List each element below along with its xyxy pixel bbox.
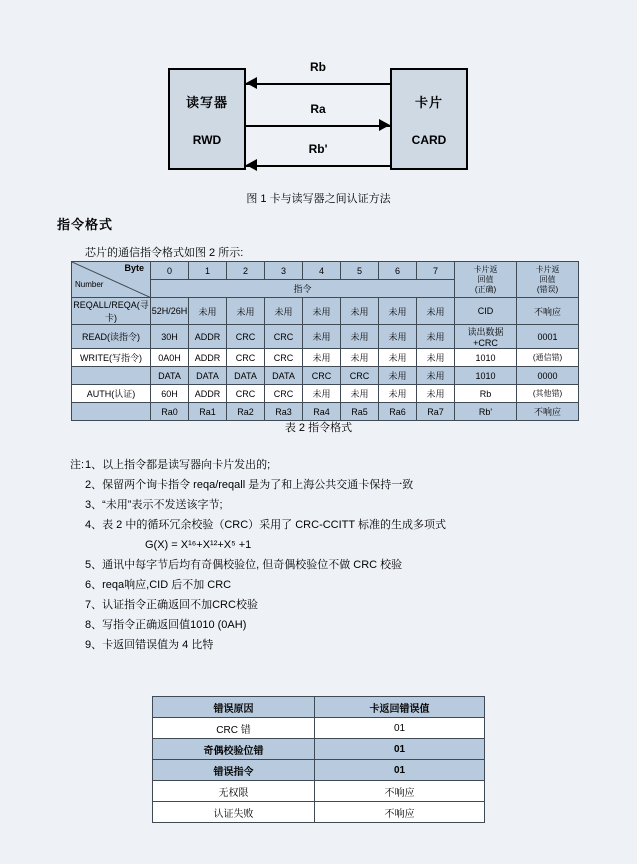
row-name bbox=[72, 403, 151, 421]
cell-return-err: (其他错) bbox=[517, 385, 579, 403]
col-header-1: 1 bbox=[189, 262, 227, 280]
cell-return-ok: Rb' bbox=[455, 403, 517, 421]
notes-block bbox=[70, 455, 565, 655]
table-row bbox=[72, 403, 579, 421]
arrow-ra bbox=[246, 102, 390, 132]
cell: 未用 bbox=[341, 298, 379, 325]
table-row bbox=[72, 385, 579, 403]
cell: 未用 bbox=[417, 385, 455, 403]
cell: CRC bbox=[265, 385, 303, 403]
row-name: AUTH(认证) bbox=[72, 385, 151, 403]
cell: Ra3 bbox=[265, 403, 303, 421]
table-row bbox=[72, 349, 579, 367]
cell: 未用 bbox=[341, 349, 379, 367]
error-header-reason: 错误原因 bbox=[153, 697, 315, 718]
note-item: 6、reqa响应,CID 后不加 CRC bbox=[85, 579, 232, 591]
error-value: 01 bbox=[315, 760, 485, 781]
command-format-table bbox=[71, 261, 579, 421]
cell-return-ok: 1010 bbox=[455, 349, 517, 367]
cell: 未用 bbox=[417, 298, 455, 325]
cell: Ra4 bbox=[303, 403, 341, 421]
cell: ADDR bbox=[189, 325, 227, 349]
cell: 0A0H bbox=[151, 349, 189, 367]
cell-return-ok: CID bbox=[455, 298, 517, 325]
cell: 未用 bbox=[303, 349, 341, 367]
col-header-3: 3 bbox=[265, 262, 303, 280]
cell: DATA bbox=[227, 367, 265, 385]
cell: 30H bbox=[151, 325, 189, 349]
card-label-en: CARD bbox=[411, 132, 447, 147]
error-value: 01 bbox=[315, 718, 485, 739]
card-label-cn: 卡片 bbox=[414, 94, 443, 110]
number-label: Number bbox=[75, 280, 104, 289]
cell-return-err: 不响应 bbox=[517, 298, 579, 325]
cell: 未用 bbox=[379, 325, 417, 349]
cell: 未用 bbox=[265, 298, 303, 325]
note-item: 8、写指令正确返回值1010 (0AH) bbox=[85, 619, 247, 631]
arrow-line bbox=[246, 83, 390, 85]
cell: CRC bbox=[227, 325, 265, 349]
cell: CRC bbox=[265, 349, 303, 367]
row-name bbox=[72, 367, 151, 385]
note-item: 4、表 2 中的循环冗余校验（CRC）采用了 CRC-CCITT 标准的生成多项式 bbox=[85, 519, 446, 531]
table-row bbox=[153, 781, 485, 802]
row-name: READ(读指令) bbox=[72, 325, 151, 349]
cell: 未用 bbox=[341, 385, 379, 403]
arrow-line bbox=[246, 165, 390, 167]
cell: ADDR bbox=[189, 349, 227, 367]
authentication-diagram bbox=[168, 60, 468, 180]
cell-return-err: 0000 bbox=[517, 367, 579, 385]
col-header-return-ok: 卡片返 回值 (正确) bbox=[455, 262, 517, 298]
col-header-2: 2 bbox=[227, 262, 265, 280]
cell: 未用 bbox=[189, 298, 227, 325]
cell-return-ok: Rb bbox=[455, 385, 517, 403]
error-reason: 错误指令 bbox=[153, 760, 315, 781]
cell-return-ok: 读出数据 +CRC bbox=[455, 325, 517, 349]
notes-label: 注: bbox=[70, 459, 85, 471]
cell: CRC bbox=[303, 367, 341, 385]
cell: Ra1 bbox=[189, 403, 227, 421]
cell: 未用 bbox=[417, 349, 455, 367]
cell: Ra0 bbox=[151, 403, 189, 421]
reader-label-cn: 读写器 bbox=[185, 94, 228, 110]
note-item: 9、卡返回错误值为 4 比特 bbox=[85, 639, 214, 651]
cell: 未用 bbox=[417, 367, 455, 385]
error-value: 01 bbox=[315, 739, 485, 760]
cell: DATA bbox=[265, 367, 303, 385]
arrow-head-right-icon bbox=[379, 119, 390, 131]
cell: DATA bbox=[151, 367, 189, 385]
cell-return-err: (通信错) bbox=[517, 349, 579, 367]
cell: 未用 bbox=[227, 298, 265, 325]
note-item: 2、保留两个询卡指令 reqa/reqall 是为了和上海公共交通卡保持一致 bbox=[85, 479, 414, 491]
table-row bbox=[72, 298, 579, 325]
cell: CRC bbox=[341, 367, 379, 385]
cell: Ra5 bbox=[341, 403, 379, 421]
crc-formula: G(X) = X¹⁶+X¹²+X⁵ +1 bbox=[145, 539, 252, 551]
diagram-box-reader bbox=[168, 68, 246, 170]
col-header-4: 4 bbox=[303, 262, 341, 280]
arrow-label-rb-prime: Rb' bbox=[308, 142, 328, 156]
col-header-5: 5 bbox=[341, 262, 379, 280]
command-subheader: 指令 bbox=[151, 280, 455, 298]
table-row bbox=[72, 325, 579, 349]
diagram-box-card bbox=[390, 68, 468, 170]
error-reason: 无权限 bbox=[153, 781, 315, 802]
arrow-label-rb: Rb bbox=[310, 60, 326, 74]
note-item: 1、以上指令都是读写器向卡片发出的; bbox=[85, 459, 271, 471]
cell-return-ok: 1010 bbox=[455, 367, 517, 385]
arrow-label-ra: Ra bbox=[310, 102, 326, 116]
cell: Ra2 bbox=[227, 403, 265, 421]
table-row bbox=[153, 802, 485, 823]
error-header-value: 卡返回错误值 bbox=[315, 697, 485, 718]
figure1-caption: 图 1 卡与读写器之间认证方法 bbox=[246, 193, 391, 205]
col-header-6: 6 bbox=[379, 262, 417, 280]
section-intro: 芯片的通信指令格式如图 2 所示: bbox=[85, 247, 244, 259]
table-row bbox=[153, 760, 485, 781]
cell: 未用 bbox=[303, 298, 341, 325]
cell-return-err: 不响应 bbox=[517, 403, 579, 421]
cell: 未用 bbox=[379, 349, 417, 367]
reader-label-en: RWD bbox=[192, 132, 222, 147]
section-title: 指令格式 bbox=[57, 217, 114, 232]
cell: CRC bbox=[227, 349, 265, 367]
table2-caption: 表 2 指令格式 bbox=[284, 422, 353, 434]
col-header-return-err: 卡片返 回值 (错误) bbox=[517, 262, 579, 298]
table-row bbox=[72, 367, 579, 385]
cell: CRC bbox=[227, 385, 265, 403]
byte-label: Byte bbox=[124, 263, 144, 273]
error-value: 不响应 bbox=[315, 802, 485, 823]
table-header-row bbox=[72, 262, 579, 280]
table-row bbox=[153, 739, 485, 760]
cell: 未用 bbox=[379, 298, 417, 325]
error-table-header-row bbox=[153, 697, 485, 718]
error-reason: 奇偶校验位错 bbox=[153, 739, 315, 760]
col-header-0: 0 bbox=[151, 262, 189, 280]
arrow-rb bbox=[246, 60, 390, 90]
error-code-table bbox=[152, 696, 485, 823]
arrow-head-left-icon bbox=[246, 159, 257, 171]
cell: CRC bbox=[265, 325, 303, 349]
error-reason: CRC 错 bbox=[153, 718, 315, 739]
note-item: 3、“未用”表示不发送该字节; bbox=[85, 499, 223, 511]
cell: 52H/26H bbox=[151, 298, 189, 325]
cell: 未用 bbox=[417, 325, 455, 349]
table-corner-cell bbox=[72, 262, 151, 298]
error-value: 不响应 bbox=[315, 781, 485, 802]
cell: ADDR bbox=[189, 385, 227, 403]
command-format-table-wrapper bbox=[71, 261, 579, 421]
note-item: 7、认证指令正确返回不加CRC校验 bbox=[85, 599, 258, 611]
cell: 未用 bbox=[379, 367, 417, 385]
row-name: WRITE(写指令) bbox=[72, 349, 151, 367]
note-item: 5、通讯中每字节后均有奇偶校验位, 但奇偶校验位不做 CRC 校验 bbox=[85, 559, 403, 571]
table-row bbox=[153, 718, 485, 739]
cell: 未用 bbox=[303, 385, 341, 403]
error-reason: 认证失败 bbox=[153, 802, 315, 823]
cell: DATA bbox=[189, 367, 227, 385]
row-name: REQALL/REQA(寻卡) bbox=[72, 298, 151, 325]
cell: 未用 bbox=[303, 325, 341, 349]
arrow-head-left-icon bbox=[246, 77, 257, 89]
arrow-line bbox=[246, 125, 390, 127]
cell: 60H bbox=[151, 385, 189, 403]
cell: 未用 bbox=[379, 385, 417, 403]
col-header-7: 7 bbox=[417, 262, 455, 280]
cell: 未用 bbox=[341, 325, 379, 349]
arrow-rb-prime bbox=[246, 142, 390, 172]
cell: Ra6 bbox=[379, 403, 417, 421]
cell-return-err: 0001 bbox=[517, 325, 579, 349]
error-table-wrapper bbox=[152, 696, 485, 823]
cell: Ra7 bbox=[417, 403, 455, 421]
